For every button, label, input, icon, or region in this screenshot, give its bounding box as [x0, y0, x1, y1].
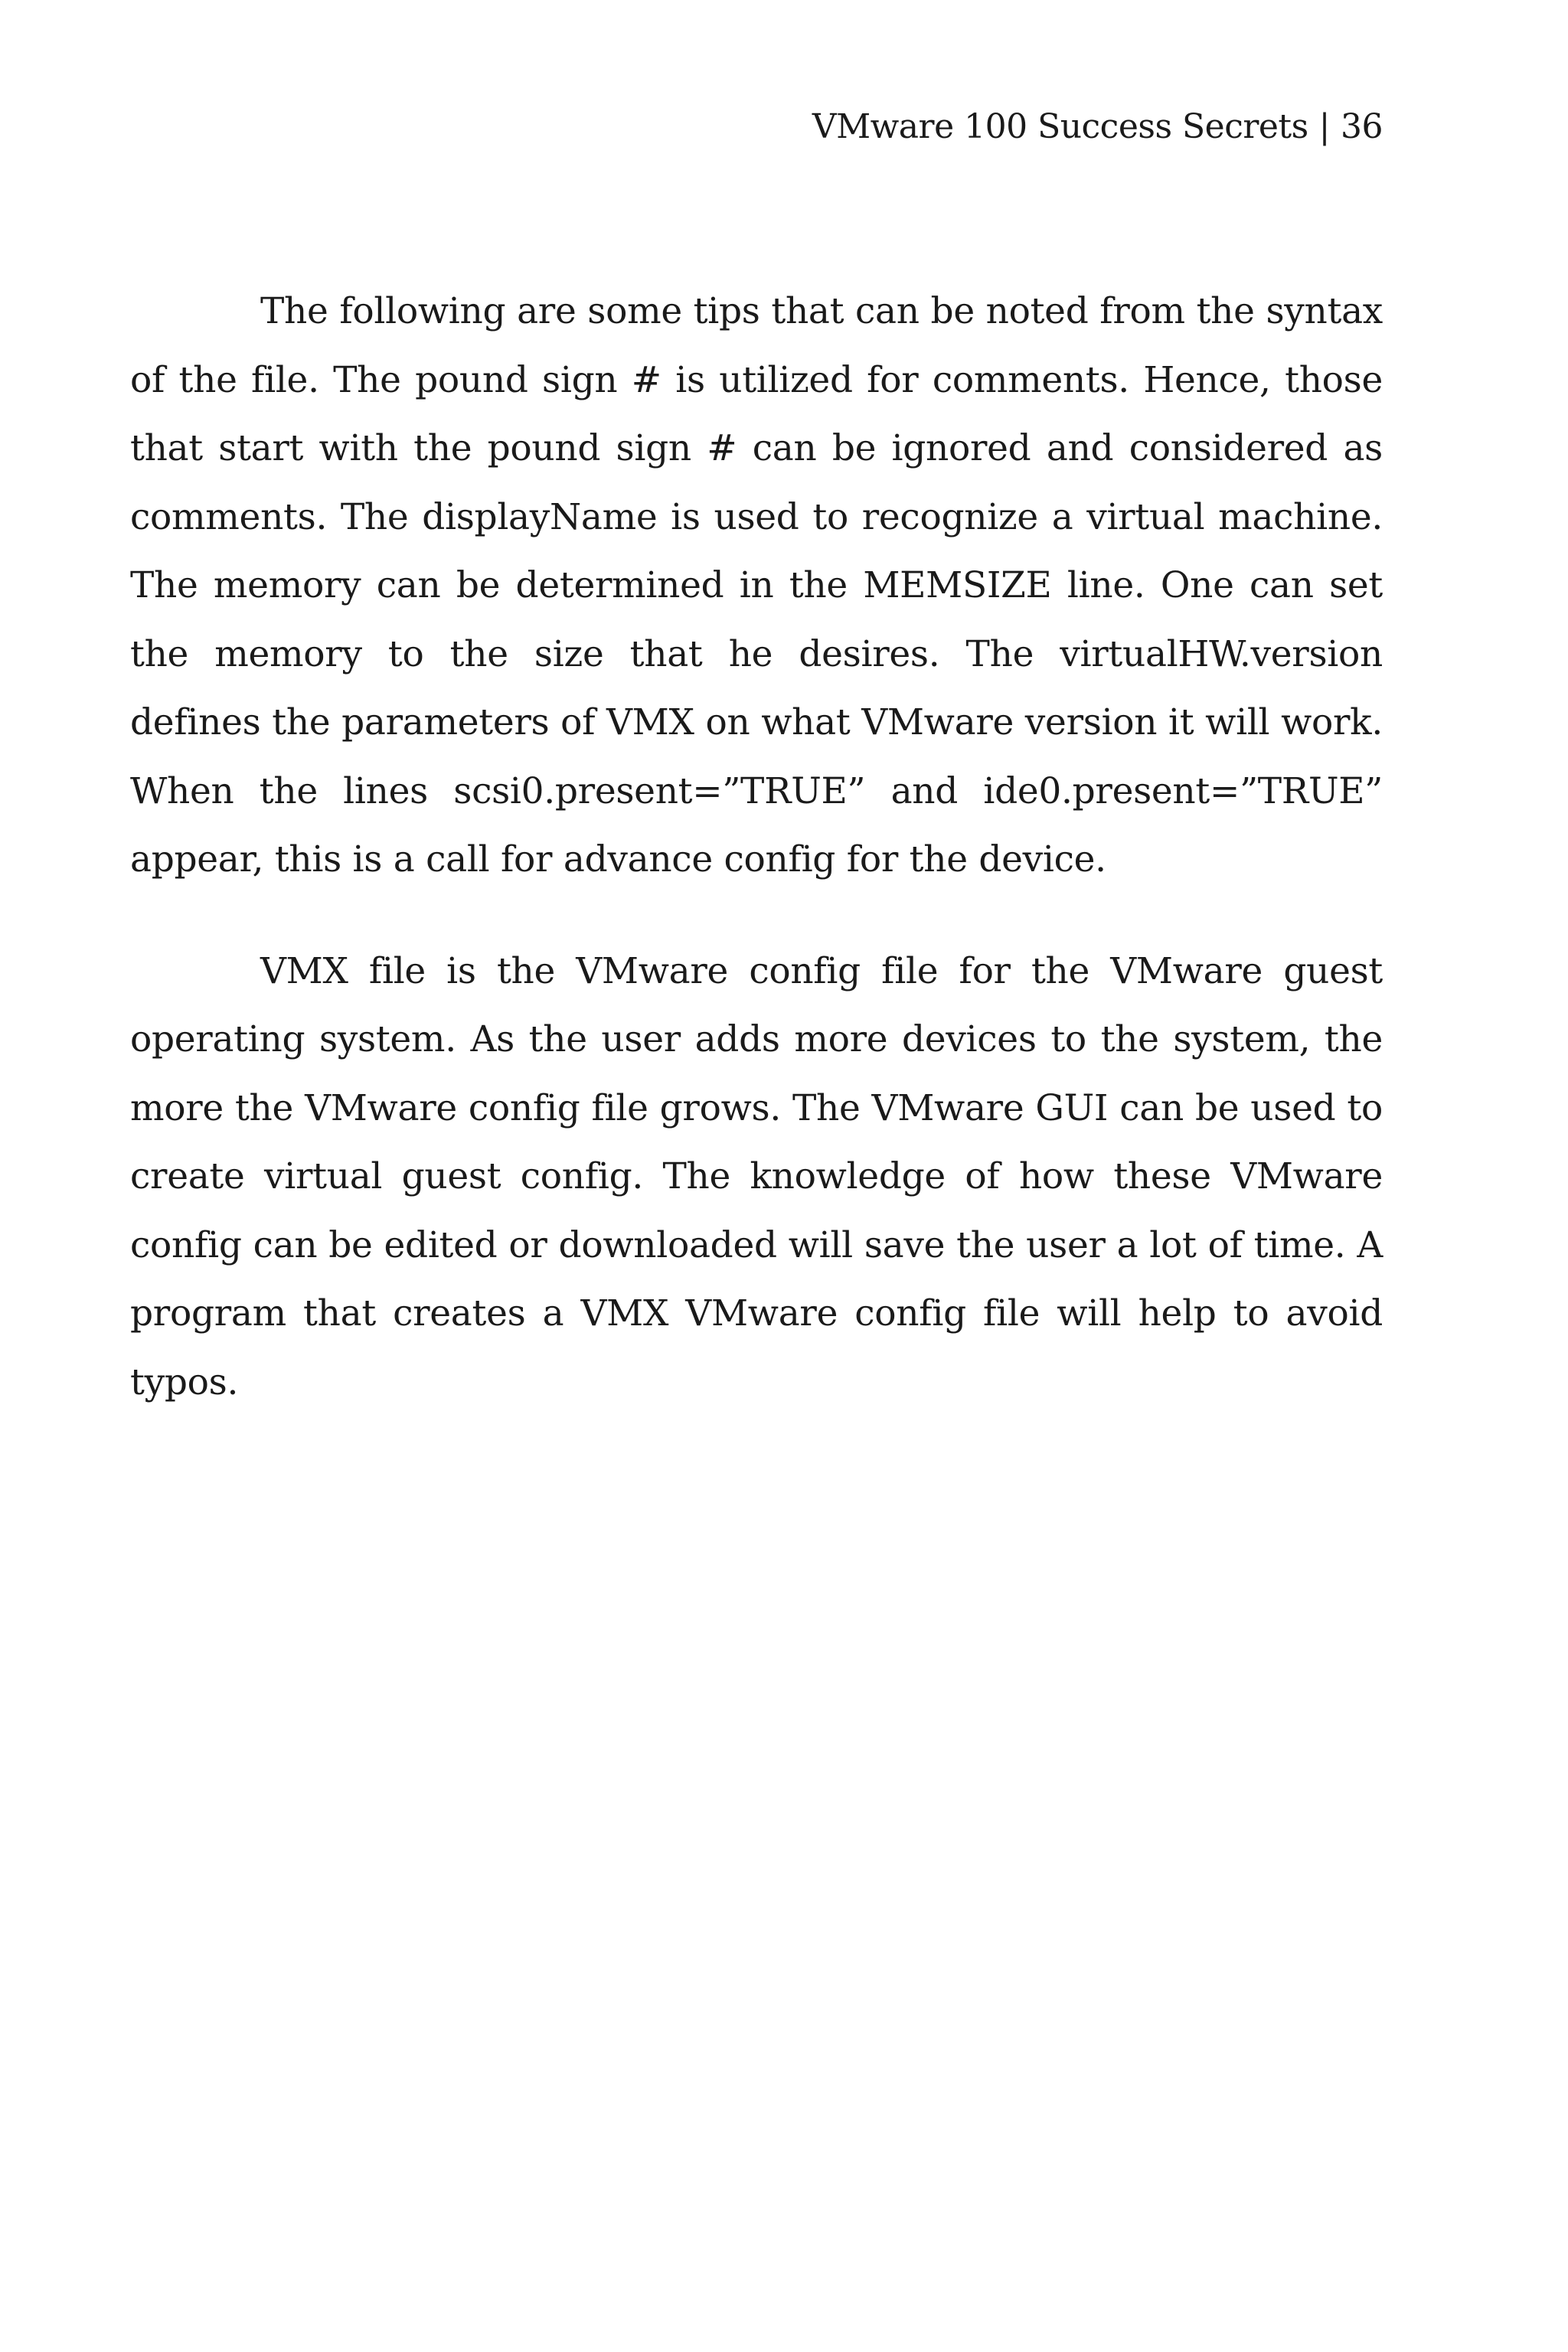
book-title: VMware 100 Success Secrets	[812, 107, 1308, 146]
page-number: 36	[1341, 107, 1383, 146]
header-separator: |	[1318, 107, 1330, 146]
paragraph-vmx-config-file: VMX file is the VMware config file for the VMware guest operating system. As the user adds more devices to the system, the more the VMware config file grows. The VMware GUI can be used to create virtual guest config. The knowledge of how these VMware config can be edited or downloaded will save the user a lot of time. A program that creates a VMX VMware config file will help to avoid typos.	[130, 949, 1383, 1403]
paragraph-vmx-syntax-tips: The following are some tips that can be noted from the syntax of the file. The pound sign # is utilized for comments. Hence, those that start with the pound sign # can be ignored and considered as comments. The displayName is used to recognize a virtual machine. The memory can be determined in the MEMSIZE line. One can set the memory to the size that he desires. The virtualHW.version defines the parameters of VMX on what VMware version it will work. When the lines scsi0.present=”TRUE” and ide0.present=”TRUE” appear, this is a call for advance config for the device.	[130, 290, 1383, 880]
running-header	[812, 106, 1383, 149]
body-text	[130, 277, 1383, 1459]
